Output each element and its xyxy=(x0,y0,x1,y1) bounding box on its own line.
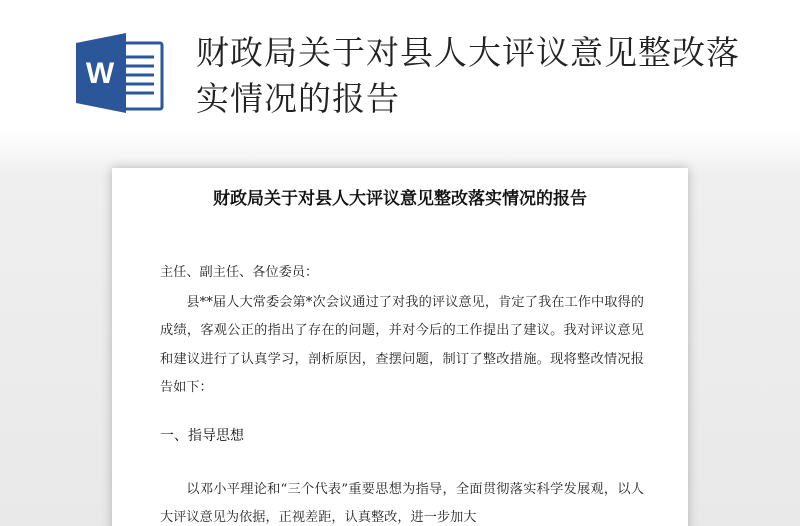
document-page xyxy=(112,168,688,526)
document-paragraph-2: 以邓小平理论和“三个代表”重要思想为指导，全面贯彻落实科学发展观，以人大评议意见为依据，正视差距，认真整改，进一步加大 xyxy=(160,482,644,526)
word-document-icon xyxy=(76,33,166,113)
section-heading-1: 一、指导思想 xyxy=(160,428,244,444)
header xyxy=(0,0,800,140)
document-paragraph-1: 县**届人大常委会第*次会议通过了对我的评议意见，肯定了我在工作中取得的成绩，客观公正的指出了存在的问题，并对今后的工作提出了建议。我对评议意见和建议进行了认真学习，剖析原因，查摆问题，制订了整改措施。现将整改情况报告如下： xyxy=(160,295,644,396)
document-salutation: 主任、副主任、各位委员： xyxy=(160,265,319,280)
header-title: 财政局关于对县人大评议意见整改落实情况的报告 xyxy=(196,33,740,118)
document-title: 财政局关于对县人大评议意见整改落实情况的报告 xyxy=(213,189,587,209)
word-icon-letter: W xyxy=(85,57,115,90)
